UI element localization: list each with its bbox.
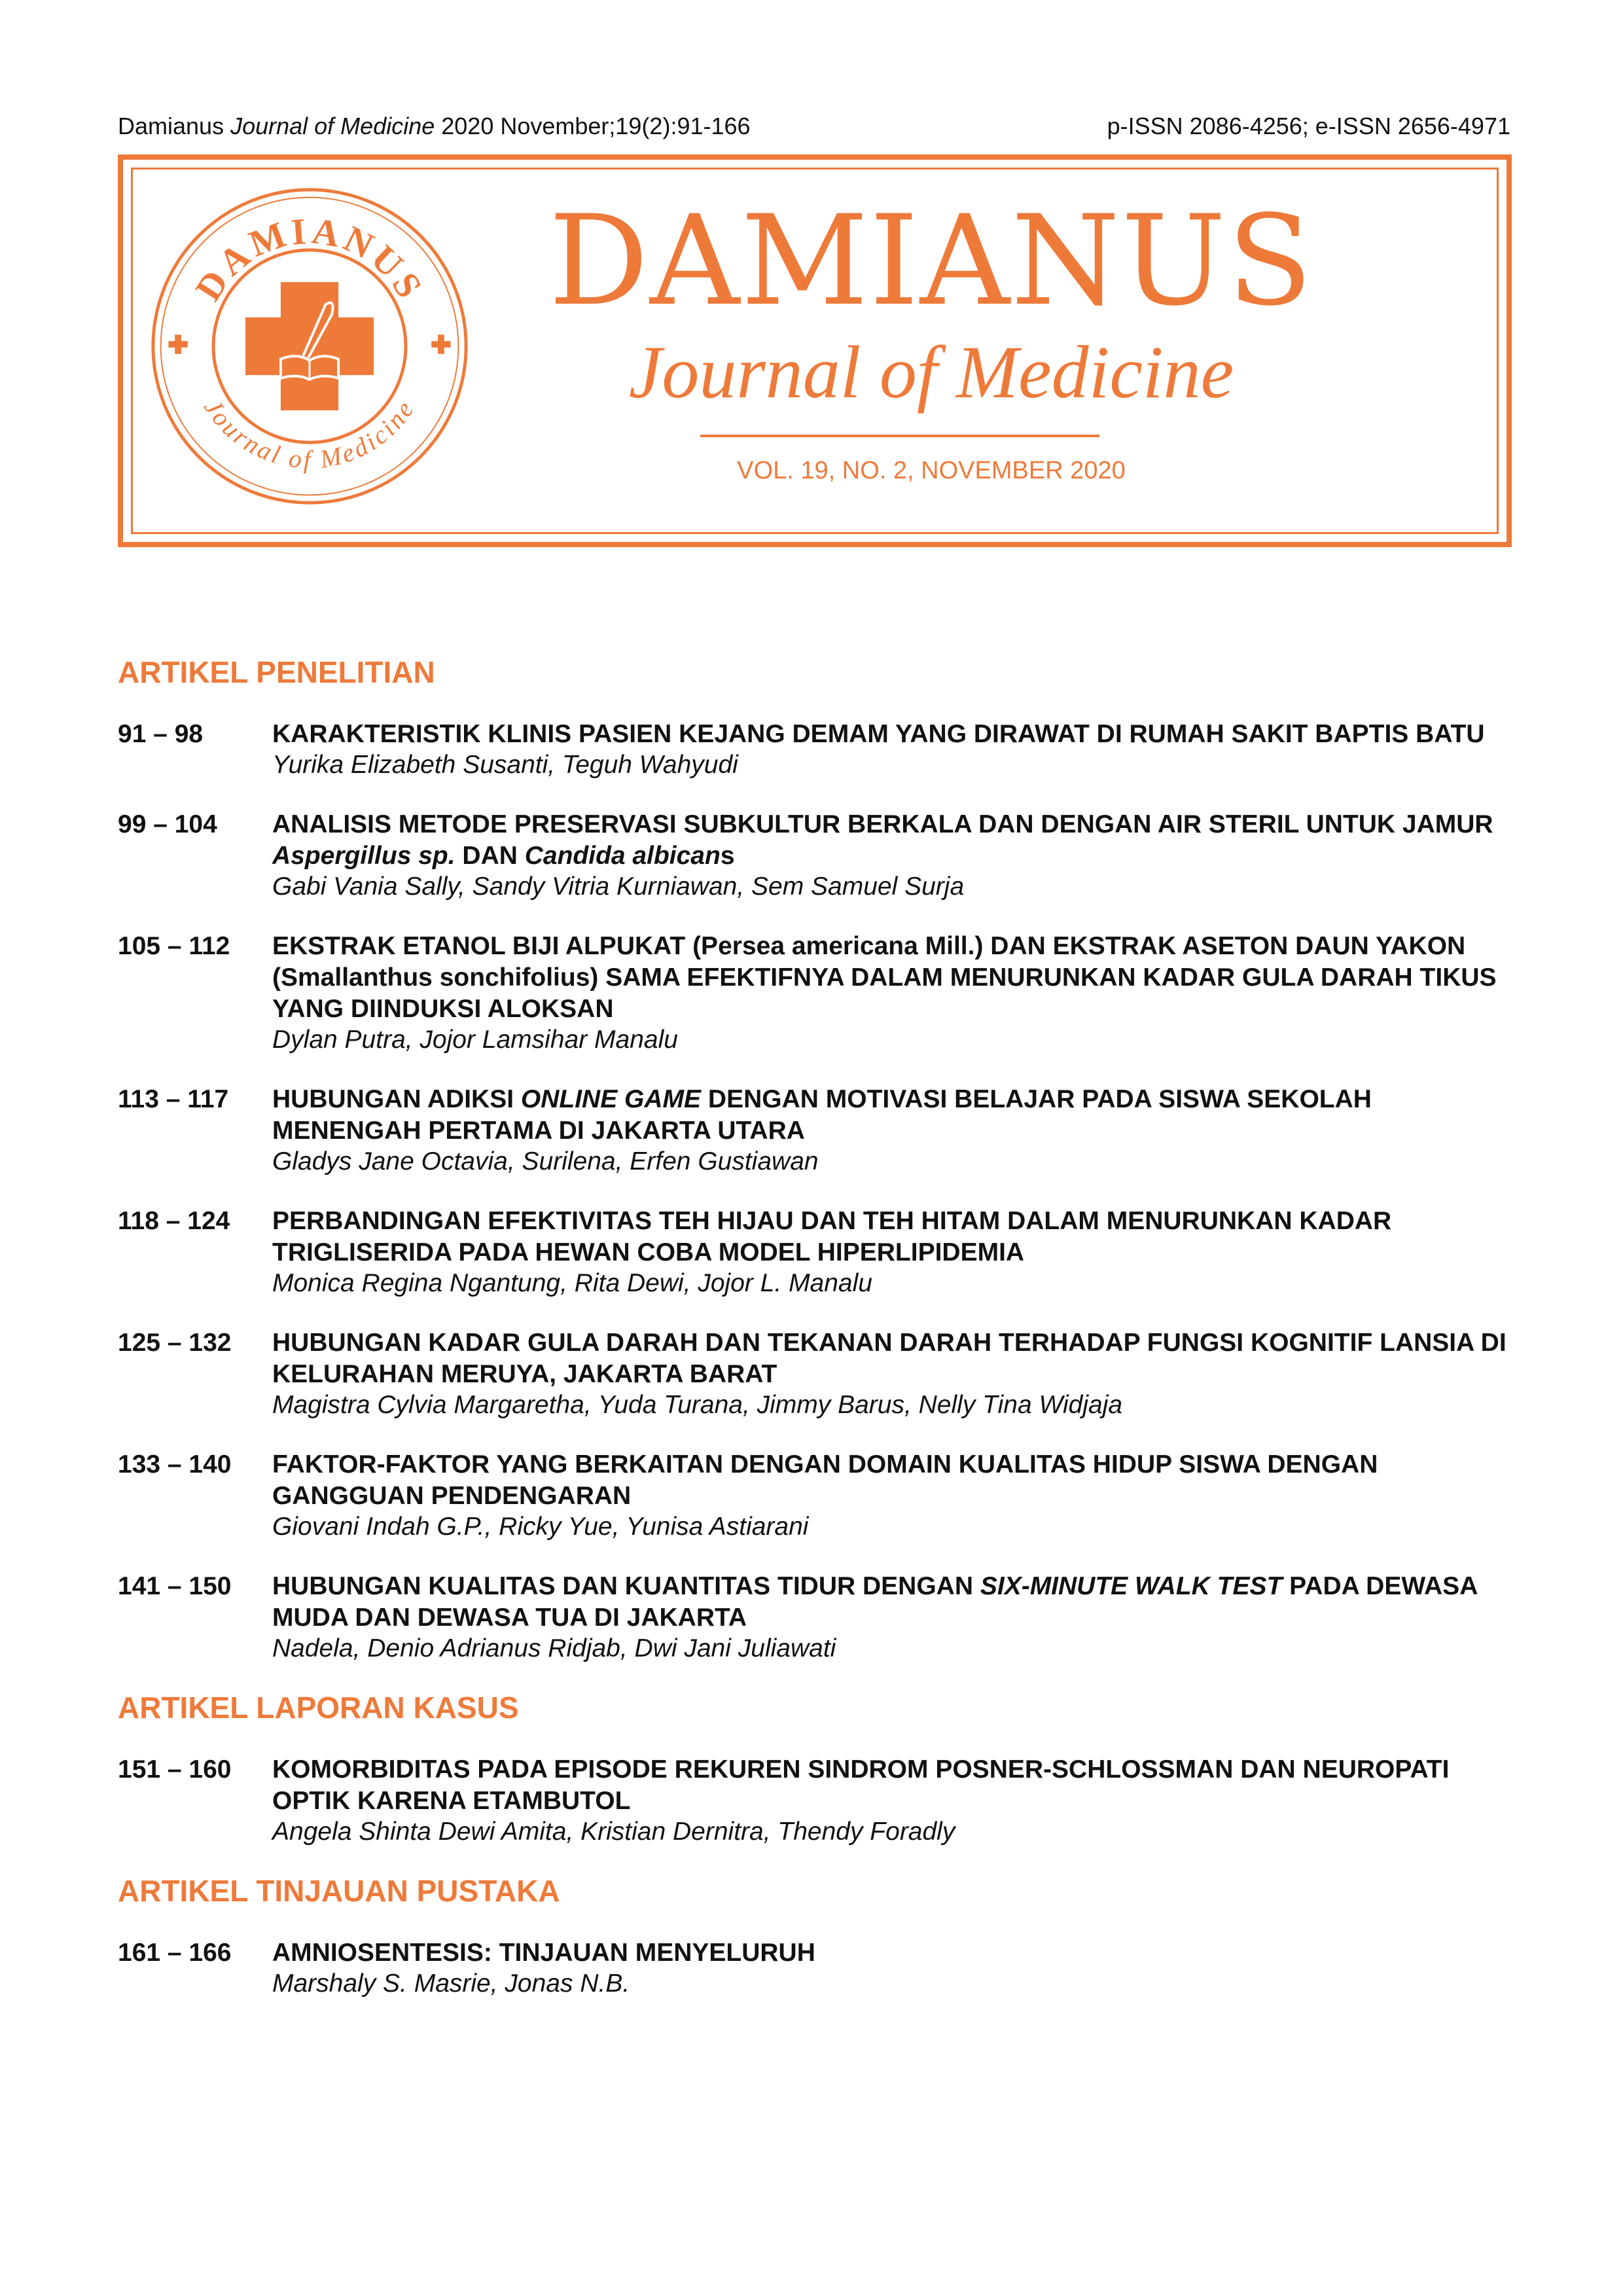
article-title: FAKTOR-FAKTOR YANG BERKAITAN DENGAN DOMAIN KUALITAS HIDUP SISWA DENGAN GANGGUAN PENDENGARAN <box>272 1450 1378 1510</box>
article-body <box>272 1206 1512 1299</box>
article-pages: 113 – 117 <box>118 1085 229 1113</box>
article-body <box>272 1084 1512 1177</box>
article-title: ANALISIS METODE PRESERVASI SUBKULTUR BERKALA DAN DENGAN AIR STERIL UNTUK JAMUR Aspergillus sp. DAN Candida albicans <box>272 810 1493 870</box>
section-literature-review <box>118 1873 1512 1999</box>
article-title: AMNIOSENTESIS: TINJAUAN MENYELURUH <box>272 1939 815 1967</box>
section-research <box>118 655 1512 1664</box>
article-authors: Marshaly S. Masrie, Jonas N.B. <box>272 1969 630 1998</box>
article-body <box>272 1327 1512 1420</box>
volume-info: VOL. 19, NO. 2, NOVEMBER 2020 <box>737 457 1126 484</box>
article-entry[interactable] <box>118 1084 1512 1177</box>
article-pages: 151 – 160 <box>118 1755 232 1784</box>
article-entry[interactable] <box>118 1206 1512 1299</box>
article-pages: 133 – 140 <box>118 1450 232 1479</box>
article-pages: 161 – 166 <box>118 1939 232 1967</box>
journal-title: DAMIANUS <box>548 188 1314 333</box>
section-title: ARTIKEL LAPORAN KASUS <box>118 1691 519 1725</box>
table-of-contents <box>118 655 1512 2025</box>
article-body <box>272 1754 1512 1847</box>
article-pages: 99 – 104 <box>118 810 217 838</box>
article-entry[interactable] <box>118 1937 1512 1999</box>
article-body <box>272 1571 1512 1664</box>
article-pages: 118 – 124 <box>118 1207 230 1235</box>
article-entry[interactable] <box>118 809 1512 902</box>
article-body <box>272 809 1512 902</box>
article-pages: 141 – 150 <box>118 1572 232 1600</box>
citation-line <box>118 113 751 140</box>
article-title: KOMORBIDITAS PADA EPISODE REKUREN SINDROM POSNER-SCHLOSSMAN DAN NEUROPATI OPTIK KARENA ETAMBUTOL <box>272 1755 1450 1815</box>
article-title: HUBUNGAN KADAR GULA DARAH DAN TEKANAN DARAH TERHADAP FUNGSI KOGNITIF LANSIA DI KELURAHAN MERUYA, JAKARTA BARAT <box>272 1329 1507 1388</box>
article-entry[interactable] <box>118 1754 1512 1847</box>
article-entry[interactable] <box>118 719 1512 780</box>
article-pages: 125 – 132 <box>118 1329 232 1357</box>
small-cross-icon-right <box>431 334 450 353</box>
journal-subtitle: Journal of Medicine <box>628 331 1234 414</box>
article-title: PERBANDINGAN EFEKTIVITAS TEH HIJAU DAN TEH HITAM DALAM MENURUNKAN KADAR TRIGLISERIDA PADA HEWAN COBA MODEL HIPERLIPIDEMIA <box>272 1207 1392 1266</box>
citation-journal: Journal of Medicine <box>230 113 435 139</box>
article-pages: 91 – 98 <box>118 720 204 748</box>
section-title: ARTIKEL TINJAUAN PUSTAKA <box>118 1874 560 1908</box>
issn-line: p-ISSN 2086-4256; e-ISSN 2656-4971 <box>1107 113 1510 139</box>
section-title: ARTIKEL PENELITIAN <box>118 655 435 689</box>
citation-suffix: 2020 November;19(2):91-166 <box>435 113 751 139</box>
article-authors: Dylan Putra, Jojor Lamsihar Manalu <box>272 1026 678 1054</box>
article-body <box>272 931 1512 1055</box>
article-entry[interactable] <box>118 1449 1512 1542</box>
article-authors: Gladys Jane Octavia, Surilena, Erfen Gustiawan <box>272 1147 819 1175</box>
article-body <box>272 1937 1512 1999</box>
article-title: EKSTRAK ETANOL BIJI ALPUKAT (Persea americana Mill.) DAN EKSTRAK ASETON DAUN YAKON (Smallanthus sonchifolius) SAMA EFEKTIFNYA DALAM MENURUNKAN KADAR GULA DARAH TIKUS YANG DIINDUKSI ALOKSAN <box>272 932 1497 1023</box>
article-authors: Angela Shinta Dewi Amita, Kristian Dernitra, Thendy Foradly <box>272 1818 955 1846</box>
citation-prefix: Damianus <box>118 113 231 139</box>
journal-logo <box>149 186 470 507</box>
title-divider <box>700 435 1099 437</box>
article-authors: Nadela, Denio Adrianus Ridjab, Dwi Jani Juliawati <box>272 1634 836 1662</box>
masthead <box>118 154 1512 547</box>
article-entry[interactable] <box>118 931 1512 1055</box>
article-body <box>272 1449 1512 1542</box>
article-authors: Gabi Vania Sally, Sandy Vitria Kurniawan, Sem Samuel Surja <box>272 872 965 901</box>
article-entry[interactable] <box>118 1571 1512 1664</box>
article-authors: Monica Regina Ngantung, Rita Dewi, Jojor L. Manalu <box>272 1269 872 1297</box>
article-authors: Giovani Indah G.P., Ricky Yue, Yunisa Astiarani <box>272 1513 809 1541</box>
article-title: KARAKTERISTIK KLINIS PASIEN KEJANG DEMAM YANG DIRAWAT DI RUMAH SAKIT BAPTIS BATU <box>272 720 1485 748</box>
small-cross-icon-left <box>168 334 187 353</box>
logo-top-text: DAMIANUS <box>187 210 432 308</box>
article-pages: 105 – 112 <box>118 932 230 960</box>
article-authors: Yurika Elizabeth Susanti, Teguh Wahyudi <box>272 751 738 779</box>
article-entry[interactable] <box>118 1327 1512 1420</box>
section-case-report <box>118 1690 1512 1847</box>
article-authors: Magistra Cylvia Margaretha, Yuda Turana, Jimmy Barus, Nelly Tina Widjaja <box>272 1391 1123 1419</box>
article-body <box>272 719 1512 780</box>
logo-bottom-text: Journal of Medicine <box>198 394 421 475</box>
article-title: HUBUNGAN KUALITAS DAN KUANTITAS TIDUR DENGAN SIX-MINUTE WALK TEST PADA DEWASA MUDA DAN DEWASA TUA DI JAKARTA <box>272 1572 1477 1632</box>
article-title: HUBUNGAN ADIKSI ONLINE GAME DENGAN MOTIVASI BELAJAR PADA SISWA SEKOLAH MENENGAH PERTAMA DI JAKARTA UTARA <box>272 1085 1372 1145</box>
cross-icon <box>245 282 374 410</box>
